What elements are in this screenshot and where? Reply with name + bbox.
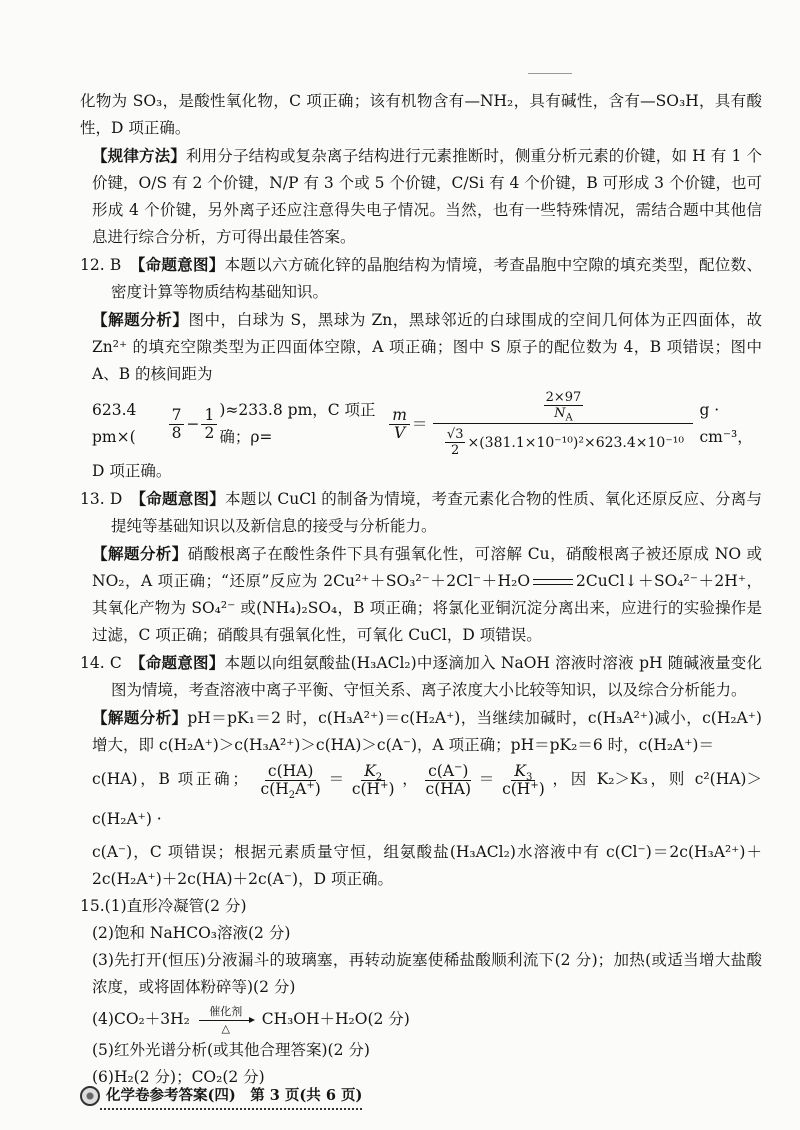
- q12-intent-text: 本题以六方硫化锌的晶胞结构为情境，考查晶胞中空隙的填充类型，配位数、密度计算等物质结构基础知识。: [111, 256, 762, 301]
- q13-analysis-text-1: 硝酸根离子在酸性条件下具有强氧化性，可溶解 Cu，硝酸根离子被还原成 NO 或 NO₂，A 项正确；“还原”反应为 2Cu²⁺＋SO₃²⁻＋2Cl⁻＋H₂O: [92, 545, 762, 590]
- q13-analysis-text-2: 2CuCl↓＋SO₄²⁻＋2H⁺，其氧化产物为 SO₄²⁻ 或(NH₄)₂SO₄，B 项正确；将氯化亚铜沉淀分离出来，应进行的实验操作是过滤，C 项正确；硝酸具有强氧化性，可氧化 CuCl，D 项错误。: [92, 572, 762, 644]
- ratio-ha-h2a: $\frac{c(HA)}{c(H_2A^+)}$: [260, 761, 321, 801]
- q14-label: 14. C: [80, 654, 122, 672]
- q14-intent-text: 本题以向组氨酸盐(H₃ACl₂)中逐滴加入 NaOH 溶液时溶液 pH 随碱液量变化图为情境，考查溶液中离子平衡、守恒关系、离子浓度大小比较等知识，以及综合分析能力。: [111, 654, 762, 699]
- q13-analysis-heading: 【解题分析】: [92, 544, 188, 563]
- footer-text: 化学卷参考答案(四) 第 3 页(共 6 页): [106, 1087, 363, 1104]
- rule-method-heading: 【规律方法】: [92, 146, 186, 165]
- rule-method: [80, 142, 762, 251]
- q12-eq-part-a: 623.4 pm×(: [92, 401, 137, 446]
- page-footer: [80, 1082, 362, 1109]
- ratio-a-ha: $\frac{c(A^-)}{c(HA)}$: [425, 761, 472, 798]
- q15-4-left: (4)CO₂＋3H₂: [92, 1010, 190, 1028]
- q15-item-2: (2)饱和 NaHCO₃溶液(2 分): [92, 924, 291, 942]
- q14-analysis: [80, 704, 762, 759]
- q15-item-6: (6)H₂(2 分)；CO₂(2 分): [92, 1068, 265, 1086]
- q15-item-4: [80, 1001, 762, 1037]
- q14-analysis-text-2b: ，因 K₂＞K₃，则 c²(HA)＞c(H₂A⁺) ·: [92, 770, 762, 828]
- q12-eq-part-b: )≈233.8 pm，C 项正确；ρ=: [219, 401, 376, 446]
- q12-label: 12. B: [80, 256, 122, 274]
- page-content: [80, 88, 762, 1091]
- q13-intent-heading: 【命题意图】: [138, 489, 226, 508]
- density-denominator: ×(381.1×10⁻¹⁰)²×623.4×10⁻¹⁰: [467, 434, 684, 451]
- density-unit: g · cm⁻³，: [699, 401, 753, 446]
- density-numerator: $\frac{2\times 97}{N_A}$: [545, 390, 582, 424]
- q12-analysis: [80, 306, 762, 388]
- equals-sign: [533, 579, 573, 585]
- reaction-arrow: [199, 1006, 253, 1035]
- q15-item-1: [80, 893, 762, 920]
- q14-analysis-heading: 【解题分析】: [92, 708, 188, 727]
- q12-analysis-text: 图中，白球为 S，黑球为 Zn，黑球邻近的白球围成的空间几何体为正四面体，故 Zn²⁺ 的填充空隙类型为正四面体空隙，A 项正确；图中 S 原子的配位数为 4，B 项错误；图中 A、B 的核间距为: [92, 311, 762, 383]
- q14-ratio-line: c(HA)，B 项正确； $\frac{c(HA)}{c(H_2A^+)}$ ＝ $\frac{K_2}{c(H^+)}$ ， $\frac{c(A^-)}{c(HA)}$ ＝ $\frac{K_3}{c(H^+)}$ ，因 K₂＞K₃，则 c²(HA)＞c(H₂A⁺) ·: [92, 761, 762, 828]
- rule-method-text: 利用分子结构或复杂离子结构进行元素推断时，侧重分析元素的价键，如 H 有 1 个价键，O/S 有 2 个价键，N/P 有 3 个或 5 个价键，C/Si 有 4 个价键，B 可形成 3 个价键，也可形成 4 个价键，另外离子还应注意得失电子情况。当然，也有一些特殊情况，需结合题中其他信息进行综合分析，方可得出最佳答案。: [92, 147, 762, 246]
- top-rule: [528, 73, 572, 74]
- catalyst-label: 催化剂: [209, 1004, 243, 1018]
- fraction-m-v: $\frac{m}{V}$: [389, 407, 410, 442]
- q14-intent-heading: 【命题意图】: [137, 653, 225, 672]
- density-fraction: [433, 390, 693, 458]
- q15-label: 15.: [80, 897, 105, 915]
- q15-item-3: (3)先打开(恒压)分液漏斗的玻璃塞，再转动旋塞使稀盐酸顺利流下(2 分)；加热(或适当增大盐酸浓度，或将固体粉碎等)(2 分): [92, 951, 762, 996]
- fraction-7-8: $\frac{7}{8}$: [169, 407, 185, 442]
- q15-4-right: CH₃OH＋H₂O(2 分): [261, 1010, 410, 1028]
- ratio-k2-h: $\frac{K_2}{c(H^+)}$: [351, 761, 395, 798]
- ratio-k3-h: $\frac{K_3}{c(H^+)}$: [502, 761, 545, 798]
- q12-equation: 623.4 pm×( $\frac{7}{8}$ − $\frac{1}{2}$ )≈233.8 pm，C 项正确；ρ= $\frac{m}{V}$ ＝ $\frac{2\times 97}{N_A}$ $\frac{√3}{2}$ ×(381.1×10⁻¹⁰)²×623.4×10⁻¹⁰ g · cm⁻³，: [92, 392, 762, 456]
- q13-label: 13. D: [80, 490, 123, 508]
- heat-symbol: △: [221, 1021, 231, 1035]
- q12-intent: [80, 251, 762, 306]
- q14-analysis-text-1: pH＝pK₁＝2 时，c(H₃A²⁺)＝c(H₂A⁺)，当继续加碱时，c(H₃A²⁺)减小，c(H₂A⁺)增大，即 c(H₂A⁺)＞c(H₃A²⁺)＞c(HA)＞c(A⁻)，A 项正确；pH＝pK₂＝6 时，c(H₂A⁺)＝: [92, 709, 762, 754]
- q11-tail: 化物为 SO₃，是酸性氧化物，C 项正确；该有机物含有—NH₂，具有碱性，含有—SO₃H，具有酸性，D 项正确。: [80, 92, 762, 137]
- footer-wave-line: [100, 1105, 362, 1110]
- q12-conclusion: D 项正确。: [92, 462, 172, 480]
- q12-intent-heading: 【命题意图】: [137, 255, 225, 274]
- q13-intent: [80, 485, 762, 540]
- q15-1-text: (1)直形冷凝管(2 分): [104, 897, 247, 915]
- q14-analysis-text-2a: c(HA)，B 项正确；: [92, 770, 248, 788]
- q13-analysis: [80, 540, 762, 649]
- q14-analysis-text-3: c(A⁻)，C 项错误；根据元素质量守恒，组氨酸盐(H₃ACl₂)水溶液中有 c(Cl⁻)＝2c(H₃A²⁺)＋2c(H₂A⁺)＋2c(HA)＋2c(A⁻)，D 项正确。: [92, 843, 762, 888]
- fraction-1-2: $\frac{1}{2}$: [201, 407, 217, 442]
- q14-intent: [80, 649, 762, 704]
- q13-intent-text: 本题以 CuCl 的制备为情境，考查元素化合物的性质、氧化还原反应、分离与提纯等基础知识以及新信息的接受与分析能力。: [111, 490, 762, 535]
- q12-analysis-heading: 【解题分析】: [92, 310, 189, 329]
- q15-item-5: (5)红外光谱分析(或其他合理答案)(2 分): [92, 1041, 370, 1059]
- sqrt3-over-2: $\frac{√3}{2}$: [446, 427, 464, 458]
- publisher-logo-icon: [80, 1086, 100, 1106]
